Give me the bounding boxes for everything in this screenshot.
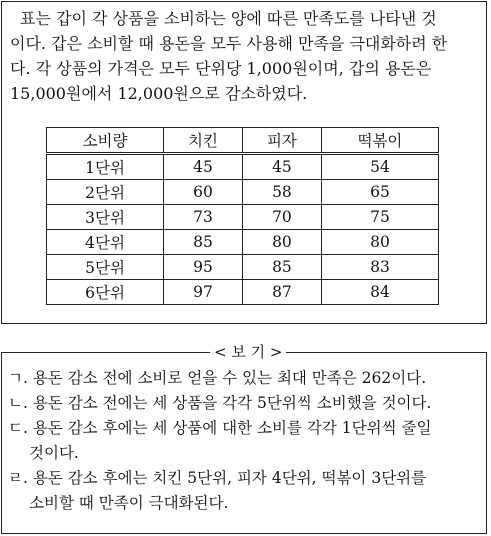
option-item: ㄷ. 용돈 감소 후에는 세 상품에 대한 소비를 각각 1단위씩 줄일: [8, 419, 432, 437]
table-cell: 95: [164, 255, 243, 280]
table-row: [47, 280, 439, 305]
table-cell: 97: [164, 280, 243, 305]
problem-line: 다. 각 상품의 가격은 모두 단위당 1,000원이며, 갑의 용돈은: [10, 59, 432, 78]
table-cell: 75: [321, 205, 438, 230]
table-row: [47, 154, 439, 180]
table-cell: 85: [242, 255, 321, 280]
table-cell: 83: [321, 255, 438, 280]
table-cell: 80: [242, 230, 321, 255]
table-row: [47, 255, 439, 280]
column-header: 떡볶이: [321, 128, 438, 154]
column-header: 피자: [242, 128, 321, 154]
table-cell: 70: [242, 205, 321, 230]
table-row: [47, 180, 439, 205]
table-header-row: [47, 128, 439, 154]
problem-line: 이다. 갑은 소비할 때 용돈을 모두 사용해 만족을 극대화하려 한: [10, 34, 448, 53]
options-title: < 보 기 >: [210, 342, 286, 362]
table-cell: 54: [321, 154, 438, 180]
table-cell: 65: [321, 180, 438, 205]
table-row: [47, 205, 439, 230]
problem-line: 15,000원에서 12,000원으로 감소하였다.: [10, 84, 308, 103]
satisfaction-table: [46, 127, 439, 305]
table-cell: 85: [164, 230, 243, 255]
table-cell: 84: [321, 280, 438, 305]
option-item: ㄱ. 용돈 감소 전에 소비로 얻을 수 있는 최대 만족은 262이다.: [8, 369, 427, 387]
table-cell: 1단위: [47, 154, 164, 180]
column-header: 치킨: [164, 128, 243, 154]
table-cell: 2단위: [47, 180, 164, 205]
table-cell: 5단위: [47, 255, 164, 280]
table-cell: 87: [242, 280, 321, 305]
table-cell: 4단위: [47, 230, 164, 255]
column-header: 소비량: [47, 128, 164, 154]
problem-text: [10, 6, 480, 106]
problem-line: 표는 갑이 각 상품을 소비하는 양에 따른 만족도를 나타낸 것: [20, 9, 437, 28]
table-row: [47, 230, 439, 255]
table-cell: 73: [164, 205, 243, 230]
option-item-continuation: 소비할 때 만족이 극대화된다.: [29, 494, 229, 512]
table-cell: 3단위: [47, 205, 164, 230]
option-item: ㄹ. 용돈 감소 후에는 치킨 5단위, 피자 4단위, 떡볶이 3단위를: [8, 469, 427, 487]
table-cell: 58: [242, 180, 321, 205]
table-cell: 45: [164, 154, 243, 180]
option-item: ㄴ. 용돈 감소 전에는 세 상품을 각각 5단위씩 소비했을 것이다.: [8, 394, 432, 412]
table-cell: 6단위: [47, 280, 164, 305]
options-list: [8, 366, 482, 516]
option-item-continuation: 것이다.: [29, 444, 79, 462]
table-cell: 80: [321, 230, 438, 255]
table-cell: 45: [242, 154, 321, 180]
table-cell: 60: [164, 180, 243, 205]
